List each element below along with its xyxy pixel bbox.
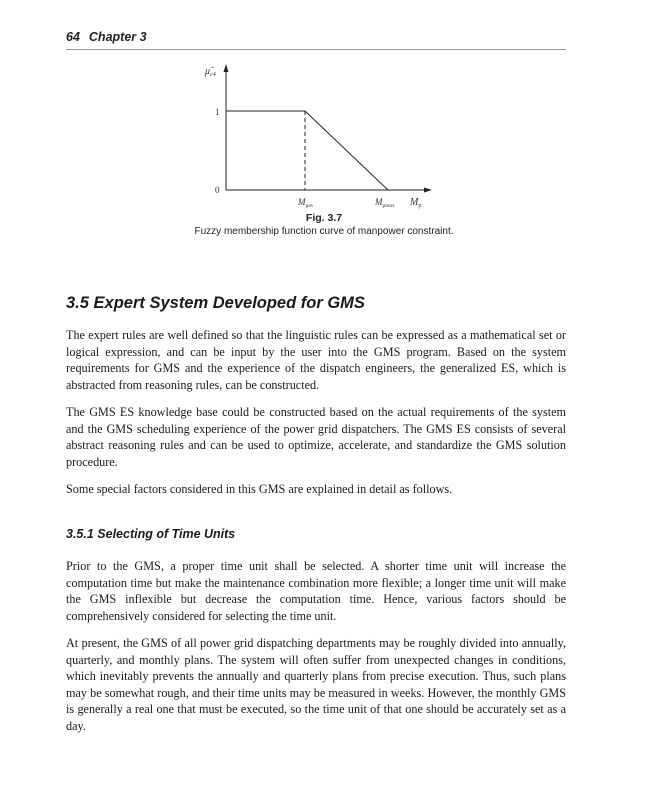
membership-chart xyxy=(0,56,648,216)
x-tick-label-pav: $M_{pav}$ xyxy=(298,197,314,209)
running-header xyxy=(66,30,566,44)
page-number: 64 xyxy=(66,30,80,44)
x-axis-label: $M_p$ xyxy=(410,197,422,209)
subsection-heading: 3.5.1 Selecting of Time Units xyxy=(66,527,236,541)
chapter-title: Chapter 3 xyxy=(88,30,147,44)
y-axis-label: $\mũ_{c4}$ xyxy=(205,66,216,78)
section-paragraph: The expert rules are well defined so that the linguistic rules can be expressed as a mathematical set or logical expression, and can be input by the user into the GMS program. Based on the system requirements for GMS and the experience of the dispatch engineers, the generalized ES, which is abstracted from reasoning rules, can be constructed. xyxy=(66,328,566,392)
section-heading: 3.5 Expert System Developed for GMS xyxy=(66,294,365,312)
x-tick-label-pmax: $M_{pmax}$ xyxy=(375,197,395,209)
y-tick-label-0: 0 xyxy=(215,185,220,195)
section-paragraph: Some special factors considered in this GMS are explained in detail as follows. xyxy=(66,482,453,496)
section-paragraph: The GMS ES knowledge base could be constructed based on the actual requirements of the system and the GMS scheduling experience of the power grid dispatchers. The GMS ES consists of several abstract reasoning rules and can be used to optimize, accelerate, and standardize the GMS solution procedure. xyxy=(66,405,566,469)
figure-label: Fig. 3.7 xyxy=(305,212,343,224)
membership-curve xyxy=(226,111,388,190)
header-rule xyxy=(66,49,566,50)
y-tick-label-1: 1 xyxy=(215,107,220,117)
subsection-paragraph: At present, the GMS of all power grid dispatching departments may be roughly divided into annually, quarterly, and monthly plans. The system will often suffer from unexpected changes in conditions, which inevitably prevents the annually and quarterly plans from precise execution. Thus, such plans may be somewhat rough, and their time units may be measured in weeks. However, the monthly GMS is generally a real one that must be executed, so the time unit of that one should be accurately set as a day. xyxy=(66,636,566,733)
x-axis-arrow xyxy=(424,188,432,193)
subsection-paragraph: Prior to the GMS, a proper time unit shall be selected. A shorter time unit will increase the computation time but make the maintenance combination more flexible; a longer time unit will make the GMS inflexible but decrease the computation time. Hence, various factors should be comprehensively considered for selecting the time unit. xyxy=(66,559,566,623)
y-axis-arrow xyxy=(224,64,229,72)
figure-caption: Fuzzy membership function curve of manpower constraint. xyxy=(194,226,454,237)
